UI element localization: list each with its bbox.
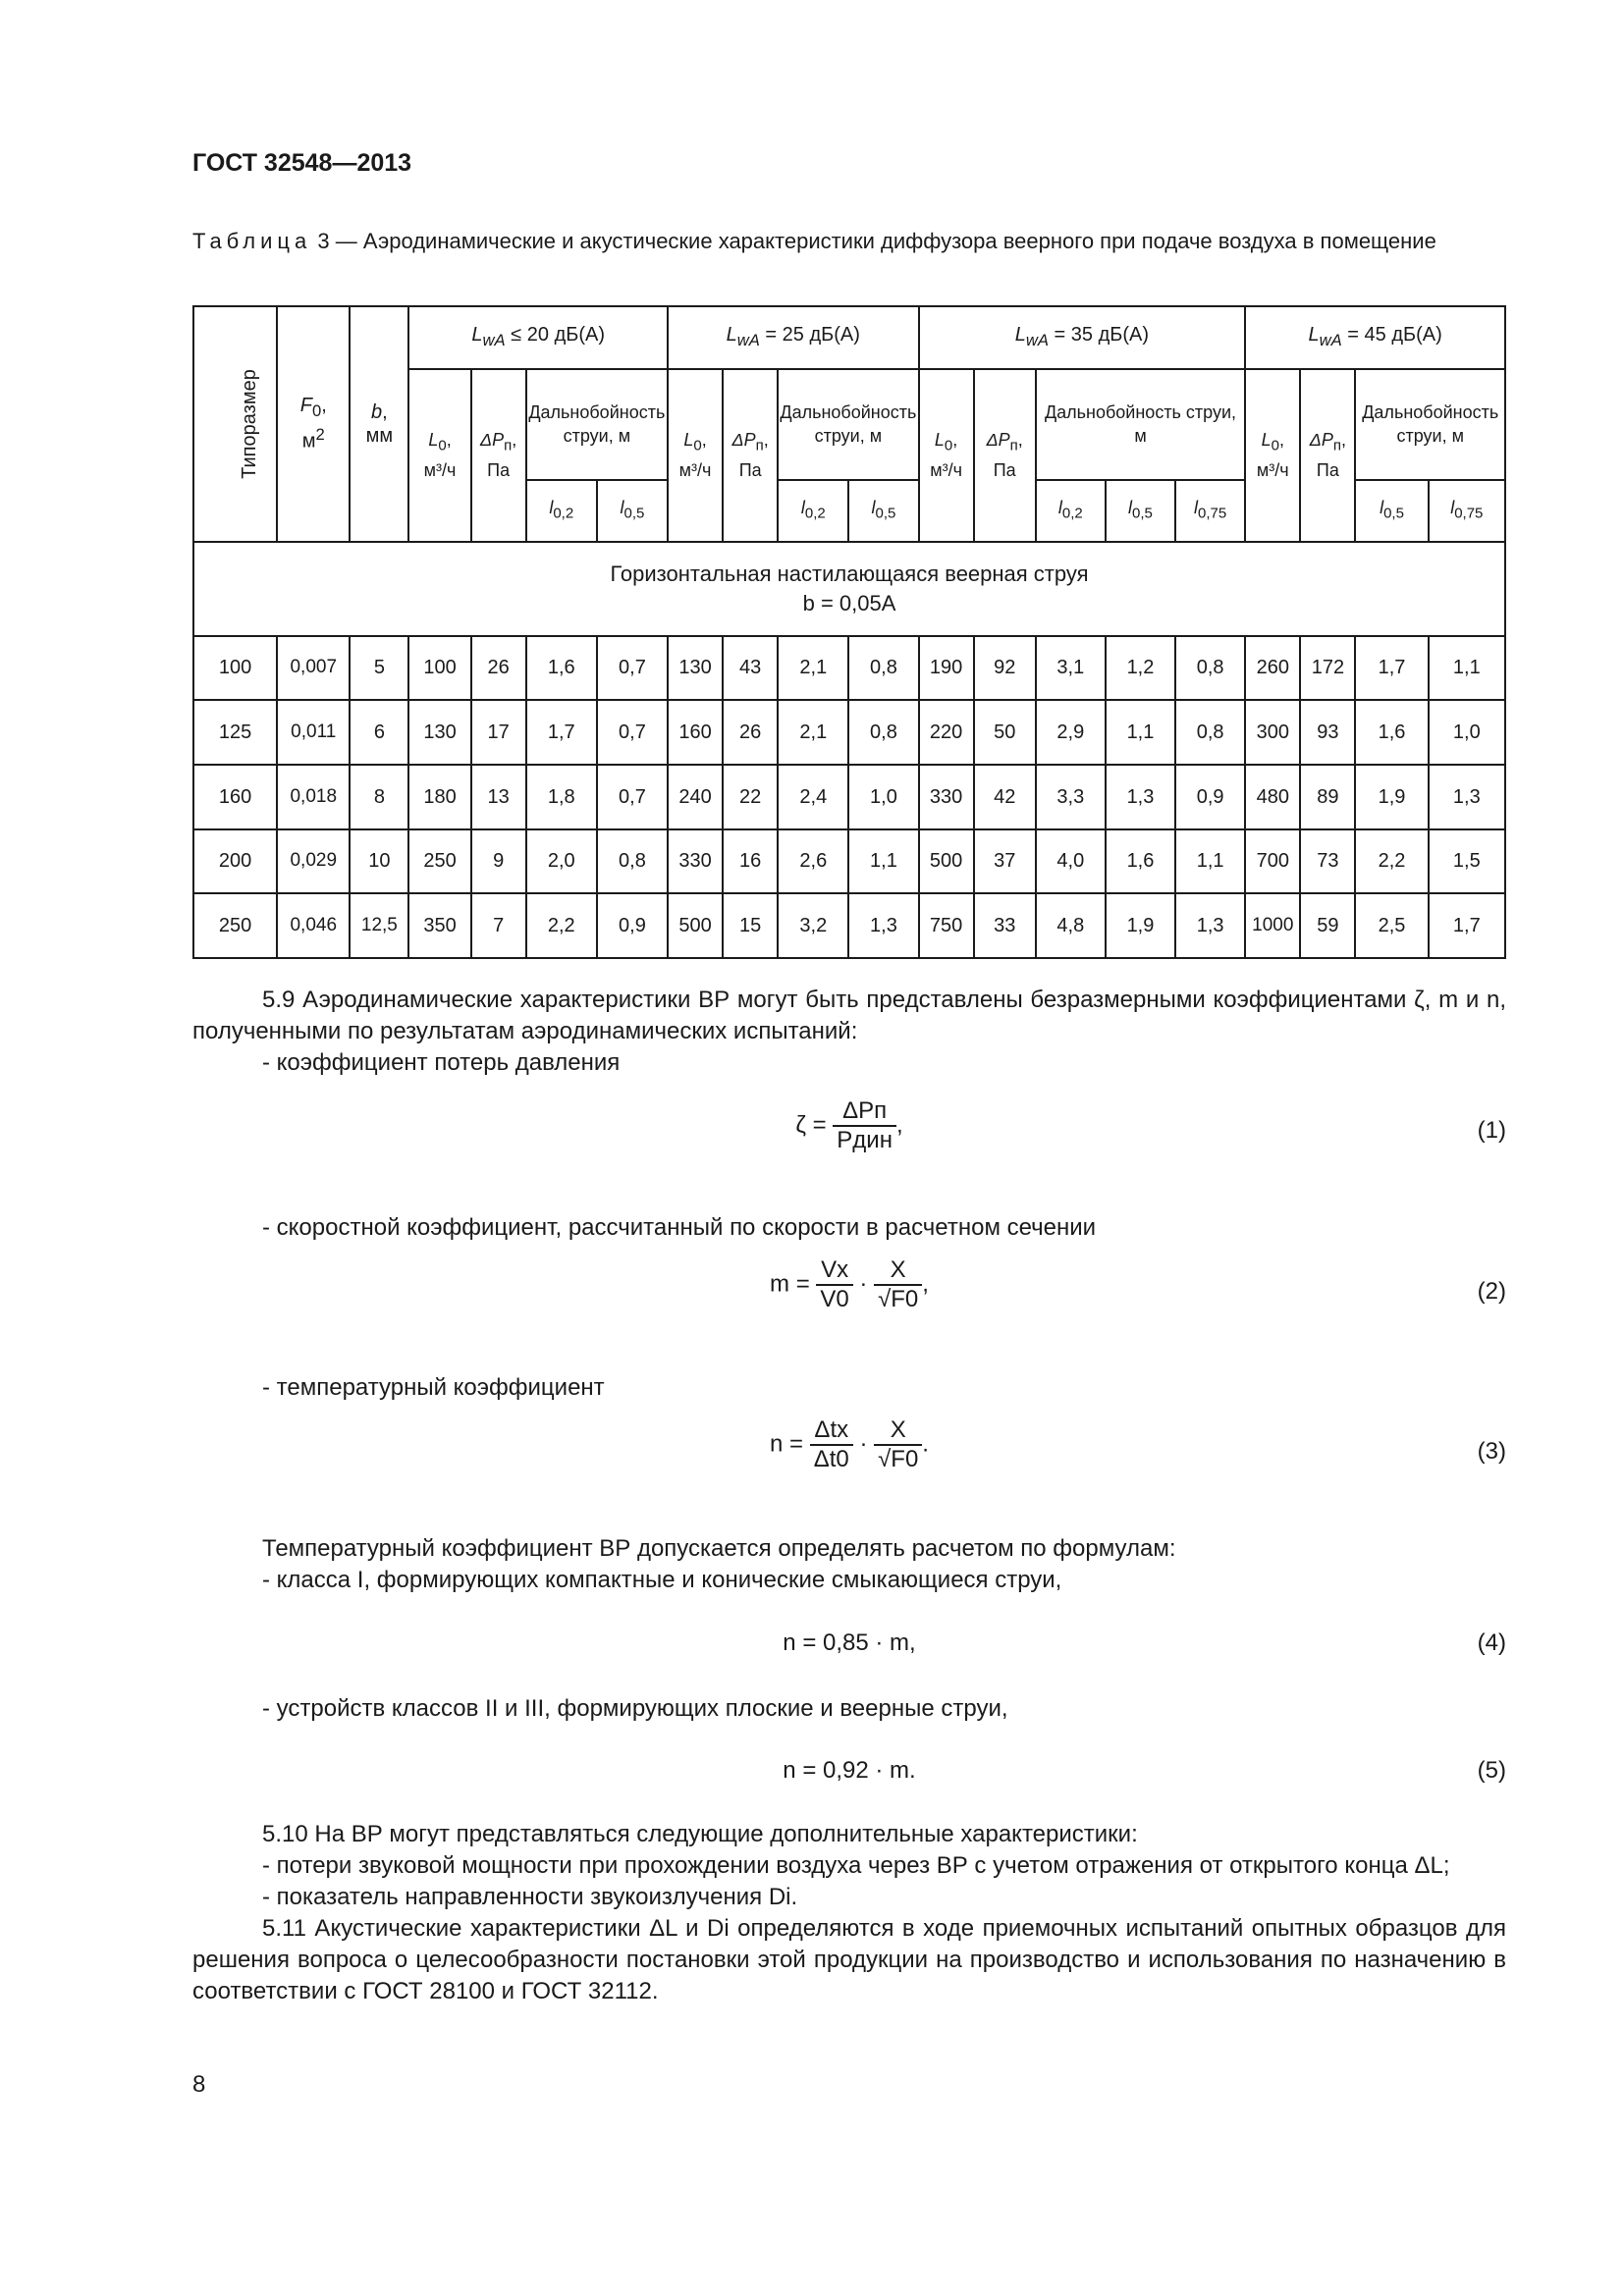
table-cell: 0,8 <box>597 829 668 894</box>
table-cell: 0,7 <box>597 765 668 829</box>
col-l0-header: $L_0$, м³/ч <box>919 369 974 542</box>
table-cell: 330 <box>668 829 723 894</box>
lwa-group-header: $L_{wA} \le 20$ дБ(А) <box>408 306 668 369</box>
table-cell: 93 <box>1300 700 1355 765</box>
table-cell: 0,8 <box>1175 700 1245 765</box>
table-cell: 0,8 <box>848 700 918 765</box>
table-cell: 125 <box>193 700 277 765</box>
section-row: Горизонтальная настилающаяся веерная струя b = 0,05A <box>193 542 1505 636</box>
table-cell: 59 <box>1300 893 1355 958</box>
table-cell: 37 <box>974 829 1036 894</box>
col-dp-header: $\Delta P_п$, Па <box>1300 369 1355 542</box>
text-line-3: - температурный коэффициент <box>262 1374 605 1401</box>
table-row <box>193 636 1505 701</box>
l02-header: $l_{0,2}$ <box>526 480 597 542</box>
lwa-group-header: $L_{wA} = 45$ дБ(А) <box>1245 306 1505 369</box>
table-cell: 100 <box>193 636 277 701</box>
table-cell: 0,8 <box>848 636 918 701</box>
page-number: 8 <box>192 2071 206 2098</box>
l05-header: $l_{0,5}$ <box>597 480 668 542</box>
table-cell: 12,5 <box>350 893 408 958</box>
table-cell: 172 <box>1300 636 1355 701</box>
table-cell: 750 <box>919 893 974 958</box>
table-cell: 2,5 <box>1355 893 1428 958</box>
table-cell: 22 <box>723 765 778 829</box>
table-cell: 2,4 <box>778 765 848 829</box>
table-cell: 1,7 <box>526 700 597 765</box>
l02-header: $l_{0,2}$ <box>1036 480 1106 542</box>
text-block-5-9: 5.9 Аэродинамические характеристики ВР могут быть представлены безразмерными коэффициентами ζ, m и n, полученными по результатам аэродинамических испытаний: - коэффициент потерь давления <box>192 987 1506 1076</box>
table-cell: 1,6 <box>1355 700 1428 765</box>
table-row <box>193 893 1505 958</box>
table-cell: 3,3 <box>1036 765 1106 829</box>
formula-2: m = $\frac{Vx}{V0}$ · $\frac{X}{√F0}$ , (2) <box>770 1256 1506 1312</box>
table-cell: 33 <box>974 893 1036 958</box>
table-cell: 1,1 <box>1175 829 1245 894</box>
table-cell: 89 <box>1300 765 1355 829</box>
table-cell: 17 <box>471 700 526 765</box>
table-cell: 1,1 <box>1106 700 1175 765</box>
l05-header: $l_{0,5}$ <box>848 480 918 542</box>
table-cell: 3,2 <box>778 893 848 958</box>
table-cell: 2,9 <box>1036 700 1106 765</box>
table-cell: 1,1 <box>1429 636 1505 701</box>
l075-header: $l_{0,75}$ <box>1175 480 1245 542</box>
table-cell: 0,8 <box>1175 636 1245 701</box>
table-row <box>193 829 1505 894</box>
table-cell: 1,6 <box>1106 829 1175 894</box>
table-cell: 160 <box>193 765 277 829</box>
table-cell: 1,2 <box>1106 636 1175 701</box>
table-cell: 130 <box>408 700 470 765</box>
table-cell: 1,0 <box>848 765 918 829</box>
table-cell: 1,6 <box>526 636 597 701</box>
table-cell: 1,1 <box>848 829 918 894</box>
table-cell: 1,7 <box>1355 636 1428 701</box>
table-cell: 73 <box>1300 829 1355 894</box>
table-cell: 2,6 <box>778 829 848 894</box>
table-cell: 50 <box>974 700 1036 765</box>
table-cell: 92 <box>974 636 1036 701</box>
table-cell: 260 <box>1245 636 1300 701</box>
table-cell: 0,9 <box>1175 765 1245 829</box>
table-cell: 16 <box>723 829 778 894</box>
document-header: ГОСТ 32548—2013 <box>192 149 412 177</box>
table-cell: 7 <box>471 893 526 958</box>
table-cell: 240 <box>668 765 723 829</box>
l02-header: $l_{0,2}$ <box>778 480 848 542</box>
text-line-5: - устройств классов II и III, формирующих плоские и веерные струи, <box>262 1695 1008 1722</box>
table-cell: 26 <box>723 700 778 765</box>
text-block-5-10: 5.10 На ВР могут представляться следующие дополнительные характеристики: - потери звуковой мощности при прохождении воздуха через ВР с учетом отражения от открытого конца ΔL; - показатель направленности звукоизлучения Di. 5.11 Акустические характеристики ΔL и Di определяются в ходе приемочных испытаний опытных образцов для решения вопроса о целесообразности постановки этой продукции на производство и использования по назначению в соответствии с ГОСТ 28100 и ГОСТ 32112. <box>192 1821 1506 2004</box>
range-header: Дальнобойность струи, м <box>1355 369 1505 480</box>
formula-3: n = $\frac{\text{Δtx}}{\Delta t0}$ · $\frac{X}{√F0}$ . (3) <box>770 1416 1506 1472</box>
characteristics-table <box>192 305 1506 959</box>
table-cell: 700 <box>1245 829 1300 894</box>
table-cell: 26 <box>471 636 526 701</box>
table-cell: 1,0 <box>1429 700 1505 765</box>
table-cell: 15 <box>723 893 778 958</box>
col-b-header: b, мм <box>350 306 408 542</box>
lwa-group-header: $L_{wA} = 25$ дБ(А) <box>668 306 919 369</box>
table-cell: 500 <box>919 829 974 894</box>
table-cell: 1,8 <box>526 765 597 829</box>
table-row <box>193 765 1505 829</box>
range-header: Дальнобойность струи, м <box>526 369 668 480</box>
table-cell: 4,8 <box>1036 893 1106 958</box>
table-cell: 1,9 <box>1355 765 1428 829</box>
lwa-group-header: $L_{wA} = 35$ дБ(А) <box>919 306 1246 369</box>
table-cell: 0,007 <box>277 636 350 701</box>
table-cell: 300 <box>1245 700 1300 765</box>
table-cell: 190 <box>919 636 974 701</box>
table-cell: 6 <box>350 700 408 765</box>
table-cell: 250 <box>408 829 470 894</box>
table-cell: 10 <box>350 829 408 894</box>
table-cell: 0,046 <box>277 893 350 958</box>
text-line-2: - скоростной коэффициент, рассчитанный по скорости в расчетном сечении <box>262 1214 1097 1241</box>
table-cell: 100 <box>408 636 470 701</box>
l05-header: $l_{0,5}$ <box>1106 480 1175 542</box>
table-cell: 2,2 <box>526 893 597 958</box>
table-cell: 220 <box>919 700 974 765</box>
range-header: Дальнобойность струи, м <box>778 369 918 480</box>
col-size-header: Типоразмер <box>193 306 277 542</box>
table-caption: Таблица 3 — Аэродинамические и акустические характеристики диффузора веерного при подаче воздуха в помещение <box>192 229 1436 253</box>
table-cell: 2,0 <box>526 829 597 894</box>
table-cell: 480 <box>1245 765 1300 829</box>
table-cell: 2,2 <box>1355 829 1428 894</box>
col-dp-header: $\Delta P_п$, Па <box>723 369 778 542</box>
table-cell: 500 <box>668 893 723 958</box>
table-cell: 1,5 <box>1429 829 1505 894</box>
table-cell: 0,9 <box>597 893 668 958</box>
l05-header: $l_{0,5}$ <box>1355 480 1428 542</box>
table-cell: 130 <box>668 636 723 701</box>
table-cell: 5 <box>350 636 408 701</box>
table-cell: 0,7 <box>597 636 668 701</box>
table-cell: 200 <box>193 829 277 894</box>
table-cell: 1000 <box>1245 893 1300 958</box>
table-cell: 0,029 <box>277 829 350 894</box>
table-cell: 42 <box>974 765 1036 829</box>
table-row <box>193 700 1505 765</box>
table-cell: 160 <box>668 700 723 765</box>
l075-header: $l_{0,75}$ <box>1429 480 1505 542</box>
range-header: Дальнобойность струи, м <box>1036 369 1245 480</box>
table-cell: 13 <box>471 765 526 829</box>
table-cell: 250 <box>193 893 277 958</box>
table-cell: 3,1 <box>1036 636 1106 701</box>
col-l0-header: $L_0$, м³/ч <box>408 369 470 542</box>
table-cell: 4,0 <box>1036 829 1106 894</box>
col-l0-header: $L_0$, м³/ч <box>668 369 723 542</box>
col-l0-header: $L_0$, м³/ч <box>1245 369 1300 542</box>
table-cell: 9 <box>471 829 526 894</box>
table-cell: 350 <box>408 893 470 958</box>
table-cell: 0,011 <box>277 700 350 765</box>
table-cell: 0,7 <box>597 700 668 765</box>
col-f0-header: $F_0$, $м^2$ <box>277 306 350 542</box>
table-cell: 43 <box>723 636 778 701</box>
table-cell: 2,1 <box>778 700 848 765</box>
table-cell: 180 <box>408 765 470 829</box>
table-cell: 0,018 <box>277 765 350 829</box>
table-cell: 330 <box>919 765 974 829</box>
table-cell: 1,3 <box>1175 893 1245 958</box>
table-cell: 1,7 <box>1429 893 1505 958</box>
table-cell: 1,3 <box>1429 765 1505 829</box>
table-cell: 1,9 <box>1106 893 1175 958</box>
table-cell: 1,3 <box>848 893 918 958</box>
table-cell: 2,1 <box>778 636 848 701</box>
formula-1: ζ = $\frac{\text{ΔPп}}{\text{Pдин}}$ , (1) <box>795 1097 1506 1153</box>
col-dp-header: $\Delta P_п$, Па <box>974 369 1036 542</box>
table-cell: 8 <box>350 765 408 829</box>
text-block-temp: Температурный коэффициент ВР допускается определять расчетом по формулам: - класса I, формирующих компактные и конические смыкающиеся струи, <box>262 1535 1176 1593</box>
table-cell: 1,3 <box>1106 765 1175 829</box>
col-dp-header: $\Delta P_п$, Па <box>471 369 526 542</box>
